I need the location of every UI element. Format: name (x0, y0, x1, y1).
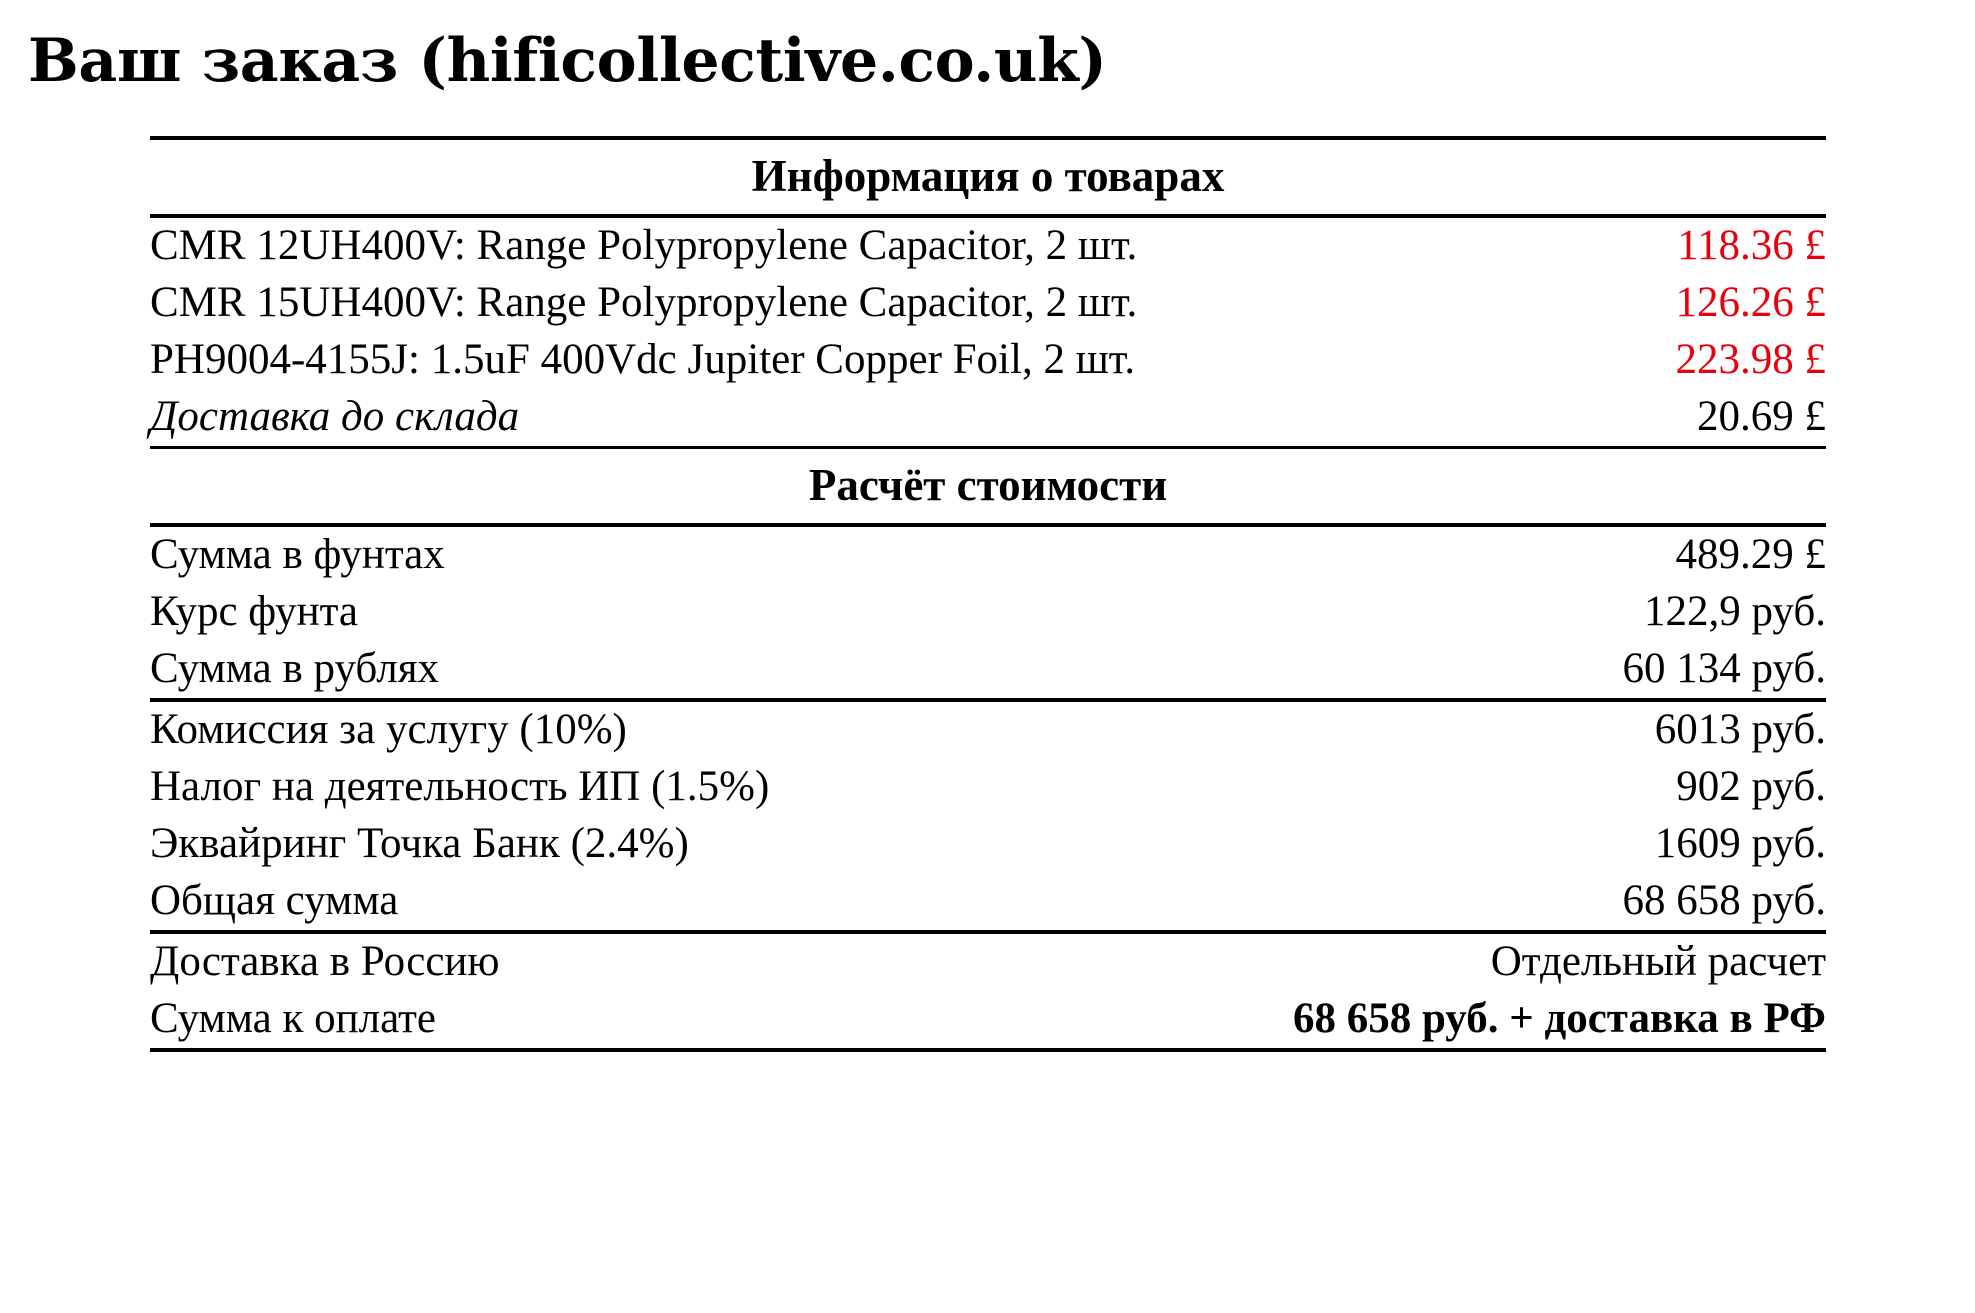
warehouse-shipping-price: 20.69 £ (1697, 393, 1826, 440)
table-row (150, 216, 1826, 275)
order-table-container (150, 136, 1826, 1052)
total-gbp-label: Сумма в фунтах (150, 531, 445, 578)
item-label: PH9004-4155J: 1.5uF 400Vdc Jupiter Copper Foil, 2 шт. (150, 336, 1136, 383)
table-row (150, 816, 1826, 873)
service-fee-label: Комиссия за услугу (10%) (150, 706, 627, 753)
grand-total-value: 68 658 руб. (1238, 873, 1826, 932)
tax-value: 902 руб. (1676, 763, 1826, 810)
amount-due-label: Сумма к оплате (150, 991, 1238, 1050)
service-fee-value: 6013 руб. (1654, 706, 1826, 753)
section-header-calculation-label: Расчёт стоимости (150, 448, 1826, 526)
table-row (150, 641, 1826, 700)
section-header-goods (150, 138, 1826, 216)
section-header-calculation (150, 448, 1826, 526)
table-row (150, 525, 1826, 584)
russia-shipping-value: Отдельный расчет (1490, 938, 1826, 985)
item-label: CMR 15UH400V: Range Polypropylene Capacitor, 2 шт. (150, 279, 1138, 326)
gbp-rate-label: Курс фунта (150, 588, 358, 635)
total-rub-value: 60 134 руб. (1238, 641, 1826, 700)
table-row (150, 932, 1826, 991)
item-label: CMR 12UH400V: Range Polypropylene Capacitor, 2 шт. (150, 222, 1138, 269)
table-row (150, 759, 1826, 816)
item-price: 126.26 £ (1675, 279, 1826, 326)
russia-shipping-label: Доставка в Россию (150, 938, 500, 985)
table-row (150, 700, 1826, 759)
page-title: Ваш заказ (hificollective.co.uk) (28, 26, 1107, 96)
table-row (150, 389, 1826, 448)
table-row (150, 991, 1826, 1050)
total-rub-label: Сумма в рублях (150, 641, 1238, 700)
item-price: 223.98 £ (1675, 336, 1826, 383)
table-row (150, 275, 1826, 332)
gbp-rate-value: 122,9 руб. (1644, 588, 1826, 635)
order-table (150, 136, 1826, 1052)
table-row (150, 332, 1826, 389)
section-header-goods-label: Информация о товарах (150, 138, 1826, 216)
tax-label: Налог на деятельность ИП (1.5%) (150, 763, 770, 810)
acquiring-label: Эквайринг Точка Банк (2.4%) (150, 820, 689, 867)
total-gbp-value: 489.29 £ (1675, 531, 1826, 578)
item-price: 118.36 £ (1677, 222, 1826, 269)
amount-due-value: 68 658 руб. + доставка в РФ (1238, 991, 1826, 1050)
grand-total-label: Общая сумма (150, 873, 1238, 932)
table-row (150, 873, 1826, 932)
warehouse-shipping-label: Доставка до склада (150, 393, 520, 440)
acquiring-value: 1609 руб. (1654, 820, 1826, 867)
table-row (150, 584, 1826, 641)
